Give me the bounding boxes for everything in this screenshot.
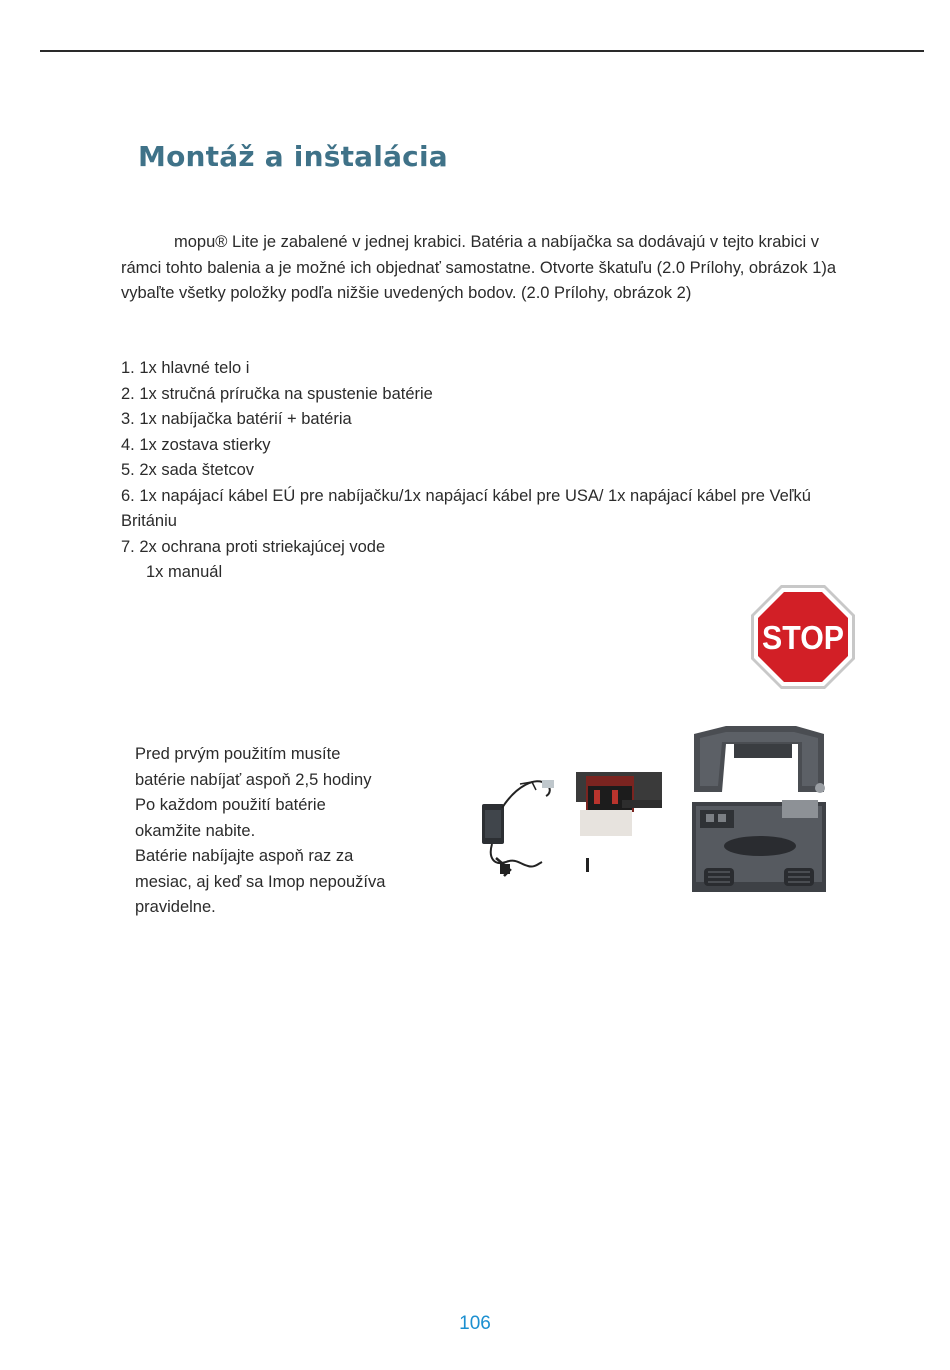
stop-sign-label: STOP (762, 619, 844, 656)
charger-and-battery-photo (476, 766, 662, 896)
list-item: 2. 1x stručná príručka na spustenie batérie (121, 384, 433, 403)
list-item: 5. 2x sada štetcov (121, 461, 254, 479)
warning-line: Batérie nabíjajte aspoň raz za (135, 847, 354, 865)
package-contents-list (121, 356, 841, 586)
list-item: 6. 1x napájací kábel EÚ pre nabíjačku/1x napájací kábel pre USA/ 1x napájací kábel pre Veľkú Britániu (121, 486, 811, 530)
warning-line: batérie nabíjať aspoň 2,5 hodiny (135, 770, 372, 789)
warning-line: okamžite nabite. (135, 821, 256, 840)
list-item: 3. 1x nabíjačka batérií + batéria (121, 410, 352, 428)
list-item: 7. 2x ochrana proti striekajúcej vode (121, 537, 386, 556)
mop-device-photo (686, 722, 832, 904)
section-heading: Montáž a inštalácia (138, 140, 448, 173)
page-number: 106 (459, 1313, 491, 1334)
list-item: 1. 1x hlavné telo i (121, 359, 250, 377)
header-rule (40, 50, 924, 52)
warning-line: Pred prvým použitím musíte (135, 745, 341, 763)
stop-sign-icon (750, 584, 856, 690)
charging-warning (135, 742, 425, 921)
warning-line: mesiac, aj keď sa Imop nepoužíva (135, 872, 386, 891)
list-item: 1x manuál (146, 563, 223, 581)
warning-line: pravidelne. (135, 898, 216, 916)
warning-line: Po každom použití batérie (135, 796, 326, 814)
list-item: 4. 1x zostava stierky (121, 435, 271, 454)
intro-paragraph: mopu® Lite je zabalené v jednej krabici. Batéria a nabíjačka sa dodávajú v tejto krabici v rámci tohto balenia a je možné ich objednať samostatne. Otvorte škatuľu (2.0 Prílohy, obrázok 1)a vybaľte všetky položky podľa nižšie uvedených bodov. (2.0 Prílohy, obrázok 2) (121, 233, 837, 302)
